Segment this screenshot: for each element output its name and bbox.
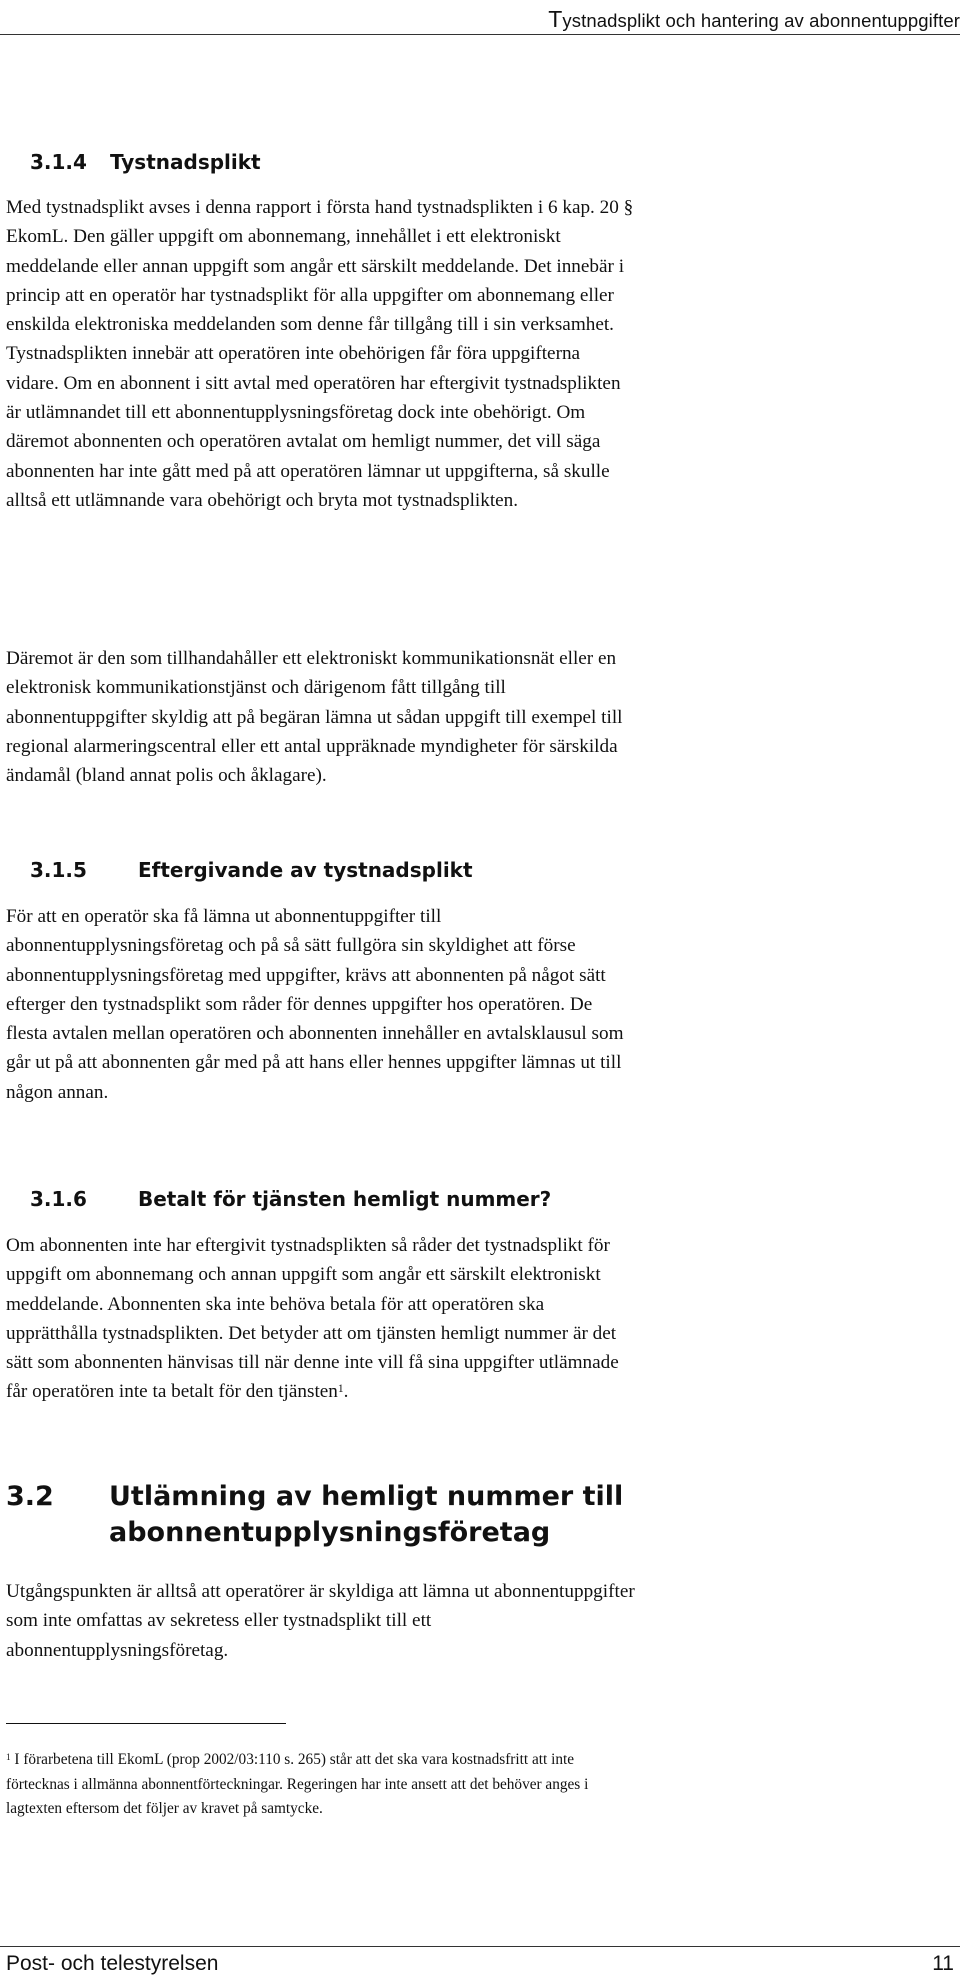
text-fragment: I förarbetena till EkomL (prop 2002/03:110 s. 265) står att det ska vara kostnadsfritt att inte bbox=[10, 1751, 575, 1768]
running-header-initial: T bbox=[548, 6, 563, 32]
header-rule bbox=[0, 34, 960, 35]
text-line: elektronisk kommunikationstjänst och därigenom fått tillgång till bbox=[6, 677, 506, 699]
text-line: som inte omfattas av sekretess eller tystnadsplikt till ett bbox=[6, 1610, 432, 1632]
section-heading-3-1-6 bbox=[30, 1187, 551, 1211]
text-line: sätt som abonnenten hänvisas till när denne inte vill få sina uppgifter utlämnade bbox=[6, 1352, 619, 1374]
text-line: Om abonnenten inte har eftergivit tystnadsplikten så råder det tystnadsplikt för bbox=[6, 1235, 610, 1256]
text-line: efterger den tystnadsplikt som råder för dennes uppgifter hos operatören. De bbox=[6, 993, 593, 1015]
footnote-line: lagtexten eftersom det följer av kravet på samtycke. bbox=[6, 1800, 323, 1817]
text-line: uppgift om abonnemang och annan uppgift som angår ett särskilt elektroniskt bbox=[6, 1264, 601, 1286]
text-line: flesta avtalen mellan operatören och abonnenten innehåller en avtalsklausul som bbox=[6, 1023, 624, 1045]
text-line: abonnentupplysningsföretag och på så sätt fullgöra sin skyldighet att förse bbox=[6, 935, 576, 957]
text-line: däremot abonnenten och operatören avtalat om hemligt nummer, det vill säga bbox=[6, 431, 601, 453]
text-line: För att en operatör ska få lämna ut abonnentuppgifter till bbox=[6, 906, 442, 927]
text-line: är utlämnandet till ett abonnentupplysningsföretag dock inte obehörigt. Om bbox=[6, 402, 586, 424]
paragraph-betalt bbox=[6, 1231, 951, 1410]
section-title: Tystnadsplikt bbox=[110, 150, 261, 174]
text-line: Däremot är den som tillhandahåller ett elektroniskt kommunikationsnät eller en bbox=[6, 648, 617, 669]
text-line: EkomL. Den gäller uppgift om abonnemang, innehållet i ett elektroniskt bbox=[6, 226, 561, 248]
page-number: 11 bbox=[932, 1952, 954, 1975]
section-heading-3-2 bbox=[6, 1479, 623, 1551]
footnote-separator bbox=[6, 1723, 286, 1724]
text-line: Tystnadsplikten innebär att operatören inte obehörigen får föra uppgifterna bbox=[6, 343, 581, 365]
footer-rule bbox=[0, 1946, 960, 1947]
running-header bbox=[548, 6, 960, 33]
text-line: någon annan. bbox=[6, 1081, 109, 1103]
section-number: 3.1.5 bbox=[30, 858, 87, 882]
text-line: vidare. Om en abonnent i sitt avtal med operatören har eftergivit tystnadsplikten bbox=[6, 372, 621, 394]
text-line: abonnenten har inte gått med på att operatören lämnar ut uppgifterna, så skulle bbox=[6, 460, 610, 482]
text-line: meddelande eller annan uppgift som angår ett särskilt meddelande. Det innebär i bbox=[6, 255, 625, 277]
text-line: ändamål (bland annat polis och åklagare). bbox=[6, 765, 327, 787]
text-line: regional alarmeringscentral eller ett antal uppräknade myndigheter för särskilda bbox=[6, 735, 618, 757]
text-line: enskilda elektroniska meddelanden som denne får tillgång till i sin verksamhet. bbox=[6, 314, 614, 336]
text-line: Med tystnadsplikt avses i denna rapport i första hand tystnadsplikten i 6 kap. 20 § bbox=[6, 197, 634, 218]
text-line: alltså ett utlämnande vara obehörigt och bryta mot tystnadsplikten. bbox=[6, 489, 519, 511]
paragraph-tystnadsplikt-1 bbox=[6, 193, 951, 515]
text-line: abonnentupplysningsföretag med uppgifter, krävs att abonnenten på något sätt bbox=[6, 964, 606, 986]
text-line: meddelande. Abonnenten ska inte behöva betala för att operatören ska bbox=[6, 1293, 545, 1315]
text-fragment: får operatören inte ta betalt för den tjänsten bbox=[6, 1381, 338, 1403]
paragraph-eftergivande bbox=[6, 902, 951, 1107]
section-heading-3-1-5 bbox=[30, 858, 473, 882]
footnote bbox=[6, 1748, 946, 1821]
text-line: princip att en operatör har tystnadsplikt för alla uppgifter om abonnemang eller bbox=[6, 284, 614, 306]
text-line: går ut på att abonnenten går med på att hans eller hennes uppgifter lämnas ut till bbox=[6, 1052, 622, 1074]
footer-publisher: Post- och telestyrelsen bbox=[6, 1952, 219, 1975]
text-line: abonnentupplysningsföretag. bbox=[6, 1639, 229, 1661]
footnote-line bbox=[6, 1748, 946, 1773]
running-header-text: ystnadsplikt och hantering av abonnentuppgifter bbox=[562, 10, 960, 31]
section-heading-3-1-4 bbox=[30, 150, 261, 174]
footnote-line: förtecknas i allmänna abonnentförteckningar. Regeringen har inte ansett att det behöver anges i bbox=[6, 1776, 589, 1793]
text-line: Utgångspunkten är alltså att operatörer är skyldiga att lämna ut abonnentuppgifter bbox=[6, 1581, 635, 1602]
text-line bbox=[6, 1377, 951, 1409]
text-line: abonnentuppgifter skyldig att på begäran lämna ut sådan uppgift till exempel till bbox=[6, 706, 623, 728]
section-title: Betalt för tjänsten hemligt nummer? bbox=[138, 1187, 552, 1211]
section-title-line: abonnentupplysningsföretag bbox=[109, 1517, 551, 1548]
footnote-marker: 1 bbox=[6, 1751, 11, 1762]
text-line: upprätthålla tystnadsplikten. Det betyder att om tjänsten hemligt nummer är det bbox=[6, 1322, 617, 1344]
section-number: 3.1.4 bbox=[30, 150, 87, 174]
section-title-line: Utlämning av hemligt nummer till bbox=[109, 1481, 624, 1512]
paragraph-tystnadsplikt-2 bbox=[6, 644, 951, 790]
section-number: 3.1.6 bbox=[30, 1187, 87, 1211]
text-fragment: . bbox=[343, 1381, 349, 1403]
footnote-reference[interactable]: 1 bbox=[337, 1383, 344, 1396]
section-number: 3.2 bbox=[6, 1481, 54, 1512]
section-title: Eftergivande av tystnadsplikt bbox=[138, 858, 473, 882]
paragraph-utlamning bbox=[6, 1577, 951, 1665]
